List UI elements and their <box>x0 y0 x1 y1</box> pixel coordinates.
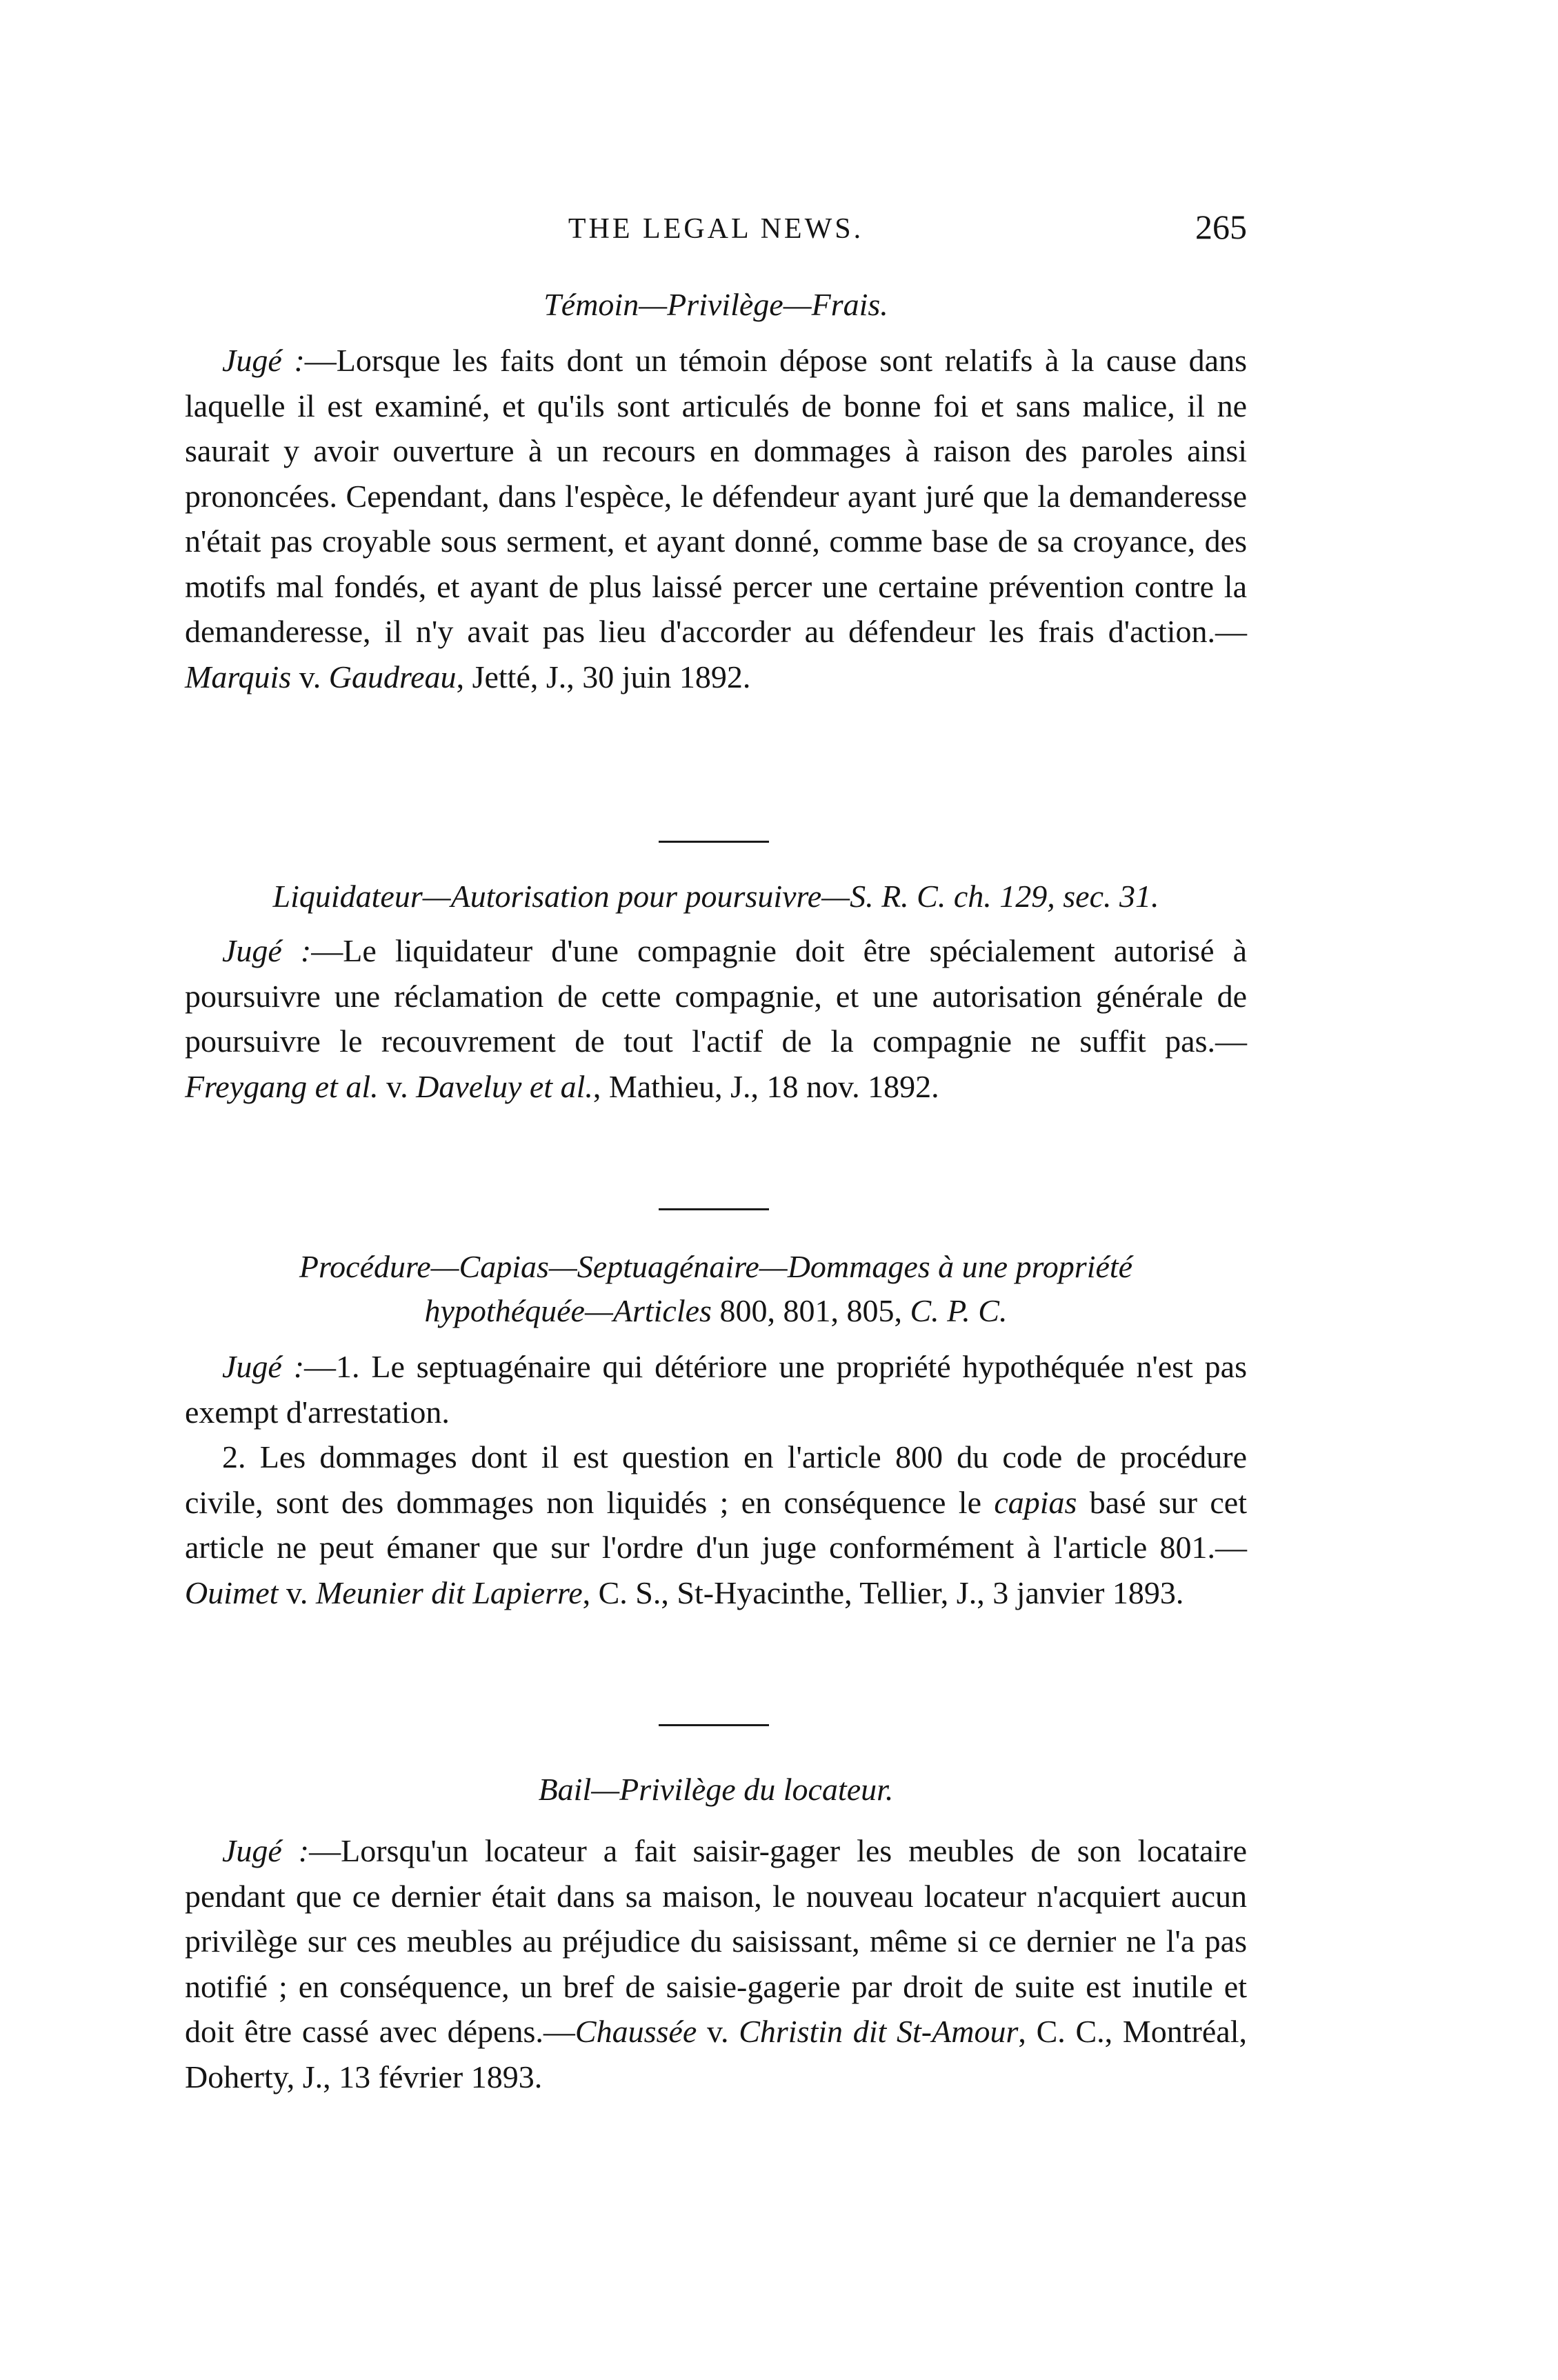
running-head <box>185 207 1247 248</box>
section-bail <box>185 1768 1247 2099</box>
case-dash: — <box>1215 614 1247 649</box>
case-dash: — <box>1215 1023 1247 1059</box>
case-versus: v. <box>278 1574 316 1610</box>
heading-line-2-end: C. P. C. <box>910 1293 1008 1328</box>
section-procedure <box>185 1245 1247 1615</box>
juge-label: Jugé : <box>222 1349 305 1384</box>
section-body <box>185 928 1247 1109</box>
juge-label: Jugé : <box>222 933 312 968</box>
section-body <box>185 1828 1247 2099</box>
section-body <box>185 338 1247 699</box>
case-citation: , C. C., Montréal, Doherty, J., 13 février 1893. <box>185 2014 1247 2094</box>
section-body-2 <box>185 1434 1247 1615</box>
page-number: 265 <box>1195 208 1247 246</box>
case-citation: , C. S., St-Hyacinthe, Tellier, J., 3 janvier 1893. <box>582 1574 1184 1610</box>
case-defendant: Meunier dit Lapierre <box>315 1574 583 1610</box>
section-heading: Bail—Privilège du locateur. <box>538 1772 894 1807</box>
case-plaintiff: Chaussée <box>575 2014 697 2049</box>
case-dash: — <box>1215 1530 1247 1565</box>
case-defendant: Gaudreau <box>328 659 457 694</box>
juge-label: Jugé : <box>222 1833 310 1868</box>
case-citation: , Mathieu, J., 18 nov. 1892. <box>592 1068 939 1104</box>
heading-line-2-upright: 800, 801, 805, <box>719 1293 910 1328</box>
case-defendant: Daveluy et al. <box>416 1068 593 1104</box>
section-heading: Témoin—Privilège—Frais. <box>543 287 888 322</box>
section-heading: Liquidateur—Autorisation pour poursuivre—S. R. C. ch. 129, sec. 31. <box>272 879 1159 914</box>
body-text: —Lorsque les faits dont un témoin dépose sont relatifs à la cause dans laquelle il est examiné, et qu'ils sont articulés de bonne foi et sans malice, il ne saurait y avoir ouverture à un recours en dommages à raison des paroles ainsi prononcées. Cependant, dans l'espèce, le défendeur ayant juré que la demanderesse n'était pas croyable sous serment, et ayant donné, comme base de sa croyance, des motifs mal fondés, et ayant de plus laissé percer une certaine prévention contre la demanderesse, il n'y avait pas lieu d'accorder au défendeur les frais d'action. <box>185 343 1247 649</box>
section-temoin <box>185 283 1247 699</box>
case-versus: v. <box>697 2014 739 2049</box>
heading-line-2 <box>185 1289 1247 1333</box>
case-defendant: Christin dit St-Amour <box>739 2014 1019 2049</box>
case-plaintiff: Ouimet <box>185 1574 279 1610</box>
case-versus: v. <box>378 1068 417 1104</box>
heading-line-2-italic: hypothéquée—Articles <box>424 1293 720 1328</box>
section-divider <box>659 1724 769 1726</box>
case-plaintiff: Marquis <box>185 659 292 694</box>
section-body-1 <box>185 1344 1247 1434</box>
juge-label: Jugé : <box>222 343 305 378</box>
body-text-a: 2. Les dommages dont il est question en l'article 800 du code de procédure civile, sont des dommages non liquidés ; en conséquence le <box>185 1439 1247 1520</box>
body-text: —1. Le septuagénaire qui détériore une propriété hypothéquée n'est pas exempt d'arrestation. <box>185 1349 1248 1430</box>
body-text: —Lorsqu'un locateur a fait saisir-gager les meubles de son locataire pendant que ce dernier était dans sa maison, le nouveau locateur n'acquiert aucun privilège sur ces meubles au préjudice du saisissant, même si ce dernier ne l'a pas notifié ; en conséquence, un bref de saisie-gagerie par droit de suite est inutile et doit être cassé avec dépens. <box>185 1833 1247 2049</box>
section-liquidateur <box>185 874 1247 1109</box>
section-divider <box>659 841 769 843</box>
capias-term: capias <box>994 1484 1077 1520</box>
case-dash: — <box>543 2014 575 2049</box>
body-text-b: basé sur cet article ne peut émaner que sur l'ordre d'un juge conformément à l'article 801. <box>185 1484 1247 1565</box>
section-heading <box>185 1245 1247 1333</box>
case-versus: v. <box>291 659 329 694</box>
journal-title: THE LEGAL NEWS. <box>568 213 864 245</box>
case-citation: , Jetté, J., 30 juin 1892. <box>456 659 751 694</box>
section-divider <box>659 1208 769 1210</box>
body-text: —Le liquidateur d'une compagnie doit être spécialement autorisé à poursuivre une réclamation de cette compagnie, et une autorisation générale de poursuivre le recouvrement de tout l'actif de la compagnie ne suffit pas. <box>185 933 1248 1059</box>
case-plaintiff: Freygang et al. <box>185 1068 379 1104</box>
heading-line-1: Procédure—Capias—Septuagénaire—Dommages à une propriété <box>299 1249 1133 1284</box>
